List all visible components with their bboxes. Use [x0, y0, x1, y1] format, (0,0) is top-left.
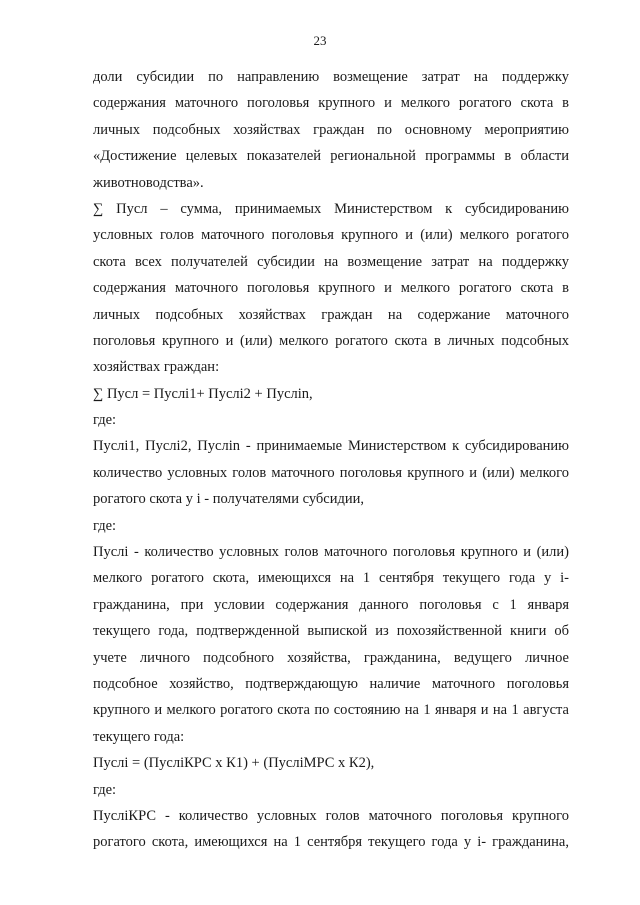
text-line: учете личного подсобного хозяйства, гражданина, ведущего личное	[93, 649, 569, 666]
text-line: гражданина, при условии содержания данного поголовья с 1 января	[93, 596, 569, 613]
text-line: личных подсобных хозяйствах граждан на содержание маточного	[93, 306, 569, 323]
text-line: условных голов маточного поголовья крупного и (или) мелкого рогатого	[93, 227, 569, 244]
text-line: рогатого скота, имеющихся на 1 сентября текущего года у i- гражданина,	[93, 834, 569, 851]
text-line: животноводства».	[93, 174, 204, 191]
text-line: содержания маточного поголовья крупного и мелкого рогатого скота в	[93, 95, 569, 112]
text-line: крупного и мелкого рогатого скота по состоянию на 1 января и на 1 августа	[93, 702, 569, 719]
text-line: Пуслi = (ПуслiКРС х К1) + (ПуслiМРС х К2),	[93, 755, 375, 772]
document-body	[93, 64, 569, 856]
text-line: мелкого рогатого скота, имеющихся на 1 сентября текущего года у i-	[93, 570, 569, 587]
text-line: содержания маточного поголовья крупного и мелкого рогатого скота в	[93, 280, 569, 297]
text-line: текущего года:	[93, 728, 185, 745]
text-line: «Достижение целевых показателей региональной программы в области	[93, 148, 569, 165]
text-line: где:	[93, 781, 117, 798]
text-line: Пуслi1, Пуслi2, Пуслin - принимаемые Министерством к субсидированию	[93, 438, 569, 455]
text-line: ∑ Пусл – сумма, принимаемых Министерством к субсидированию	[93, 200, 569, 217]
text-line: личных подсобных хозяйствах граждан по основному мероприятию	[93, 121, 569, 138]
text-line: количество условных голов маточного поголовья крупного и (или) мелкого	[93, 464, 569, 481]
text-line: скота всех получателей субсидии на возмещение затрат на поддержку	[93, 253, 569, 270]
text-line: где:	[93, 412, 117, 429]
text-line: хозяйствах граждан:	[93, 359, 220, 376]
text-line: текущего года, подтвержденной выпиской из похозяйственной книги об	[93, 623, 569, 640]
text-line: рогатого скота у i - получателями субсидии,	[93, 491, 365, 508]
text-line: ПуслiКРС - количество условных голов маточного поголовья крупного	[93, 807, 569, 824]
text-line: ∑ Пусл = Пуслi1+ Пуслi2 + Пуслin,	[93, 385, 313, 402]
text-line: поголовья крупного и (или) мелкого рогатого скота в личных подсобных	[93, 332, 569, 349]
page-number: 23	[313, 33, 327, 48]
text-line: доли субсидии по направлению возмещение затрат на поддержку	[93, 69, 569, 85]
text-line: подсобное хозяйство, подтверждающую наличие маточного поголовья	[93, 675, 569, 692]
text-line: Пуслi - количество условных голов маточного поголовья крупного и (или)	[93, 544, 569, 561]
text-line: где:	[93, 517, 117, 534]
